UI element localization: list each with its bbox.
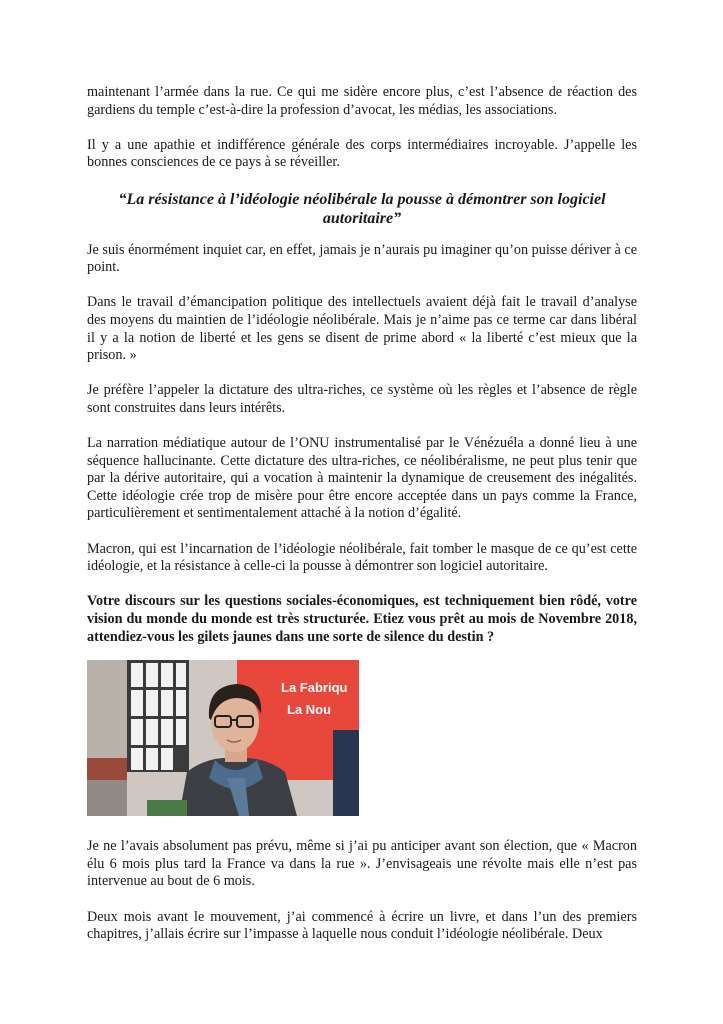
paragraph: maintenant l’armée dans la rue. Ce qui me sidère encore plus, c’est l’absence de réaction des gardiens du temple c’est-à-dire la profession d’avocat, les médias, les associations. <box>87 84 637 118</box>
paragraph: Je préfère l’appeler la dictature des ultra-riches, ce système où les règles et l’absence de règle sont construites dans leurs intérêts. <box>87 382 637 416</box>
paragraph: Dans le travail d’émancipation politique des intellectuels avaient déjà fait le travail d’analyse des moyens du maintien de l’idéologie néolibérale. Mais je n’aime pas ce terme car dans libéral il y a la notion de liberté et les gens se disent de prime abord « la liberté c’est mieux que la prison. » <box>87 294 637 364</box>
interview-question: Votre discours sur les questions sociales-économiques, est techniquement bien rôdé, votre vision du monde du monde est très structurée. Etiez vous prêt au mois de Novembre 2018, attendiez-vous les gilets jaunes dans une sorte de silence du destin ? <box>87 593 637 645</box>
paragraph: Je suis énormément inquiet car, en effet, jamais je n’aurais pu imaginer qu’on puisse dériver à ce point. <box>87 241 637 276</box>
paragraph: Je ne l’avais absolument pas prévu, même si j’ai pu anticiper avant son élection, que « Macron élu 6 mois plus tard la France va dans la rue ». J’envisageais une révolte mais elle n’est pas intervenue au bout de 6 mois. <box>87 838 637 890</box>
portrait-photo <box>87 660 359 816</box>
paragraph: La narration médiatique autour de l’ONU instrumentalisé par le Vénézuéla a donné lieu à une séquence hallucinante. Cette dictature des ultra-riches, ce néolibéralisme, ne peut plus tenir que par la dérive autoritaire, qui a vocation à maintenir la dynamique de creusement des inégalités. Cette idéologie crée trop de misère pour être encore acceptée dans un pays comme la France, particulièrement et sentimentalement attaché à la notion d’égalité. <box>87 435 637 522</box>
quote-heading: “La résistance à l’idéologie néolibérale la pousse à démontrer son logiciel autoritaire” <box>118 190 606 227</box>
paragraph: Macron, qui est l’incarnation de l’idéologie néolibérale, fait tomber le masque de ce qu’est cette idéologie, et la résistance à celle-ci la pousse à démontrer son logiciel autoritaire. <box>87 540 637 575</box>
paragraph: Deux mois avant le mouvement, j’ai commencé à écrire un livre, et dans l’un des premiers chapitres, j’allais écrire sur l’impasse à laquelle nous conduit l’idéologie néolibérale. Deux <box>87 908 637 943</box>
article-body <box>87 84 637 961</box>
banner-text-2: La Nou <box>287 702 332 718</box>
paragraph: Il y a une apathie et indifférence générale des corps intermédiaires incroyable. J’appelle les bonnes consciences de ce pays à se réveiller. <box>87 136 637 171</box>
banner-text-1: La Fabriqu <box>281 680 348 696</box>
